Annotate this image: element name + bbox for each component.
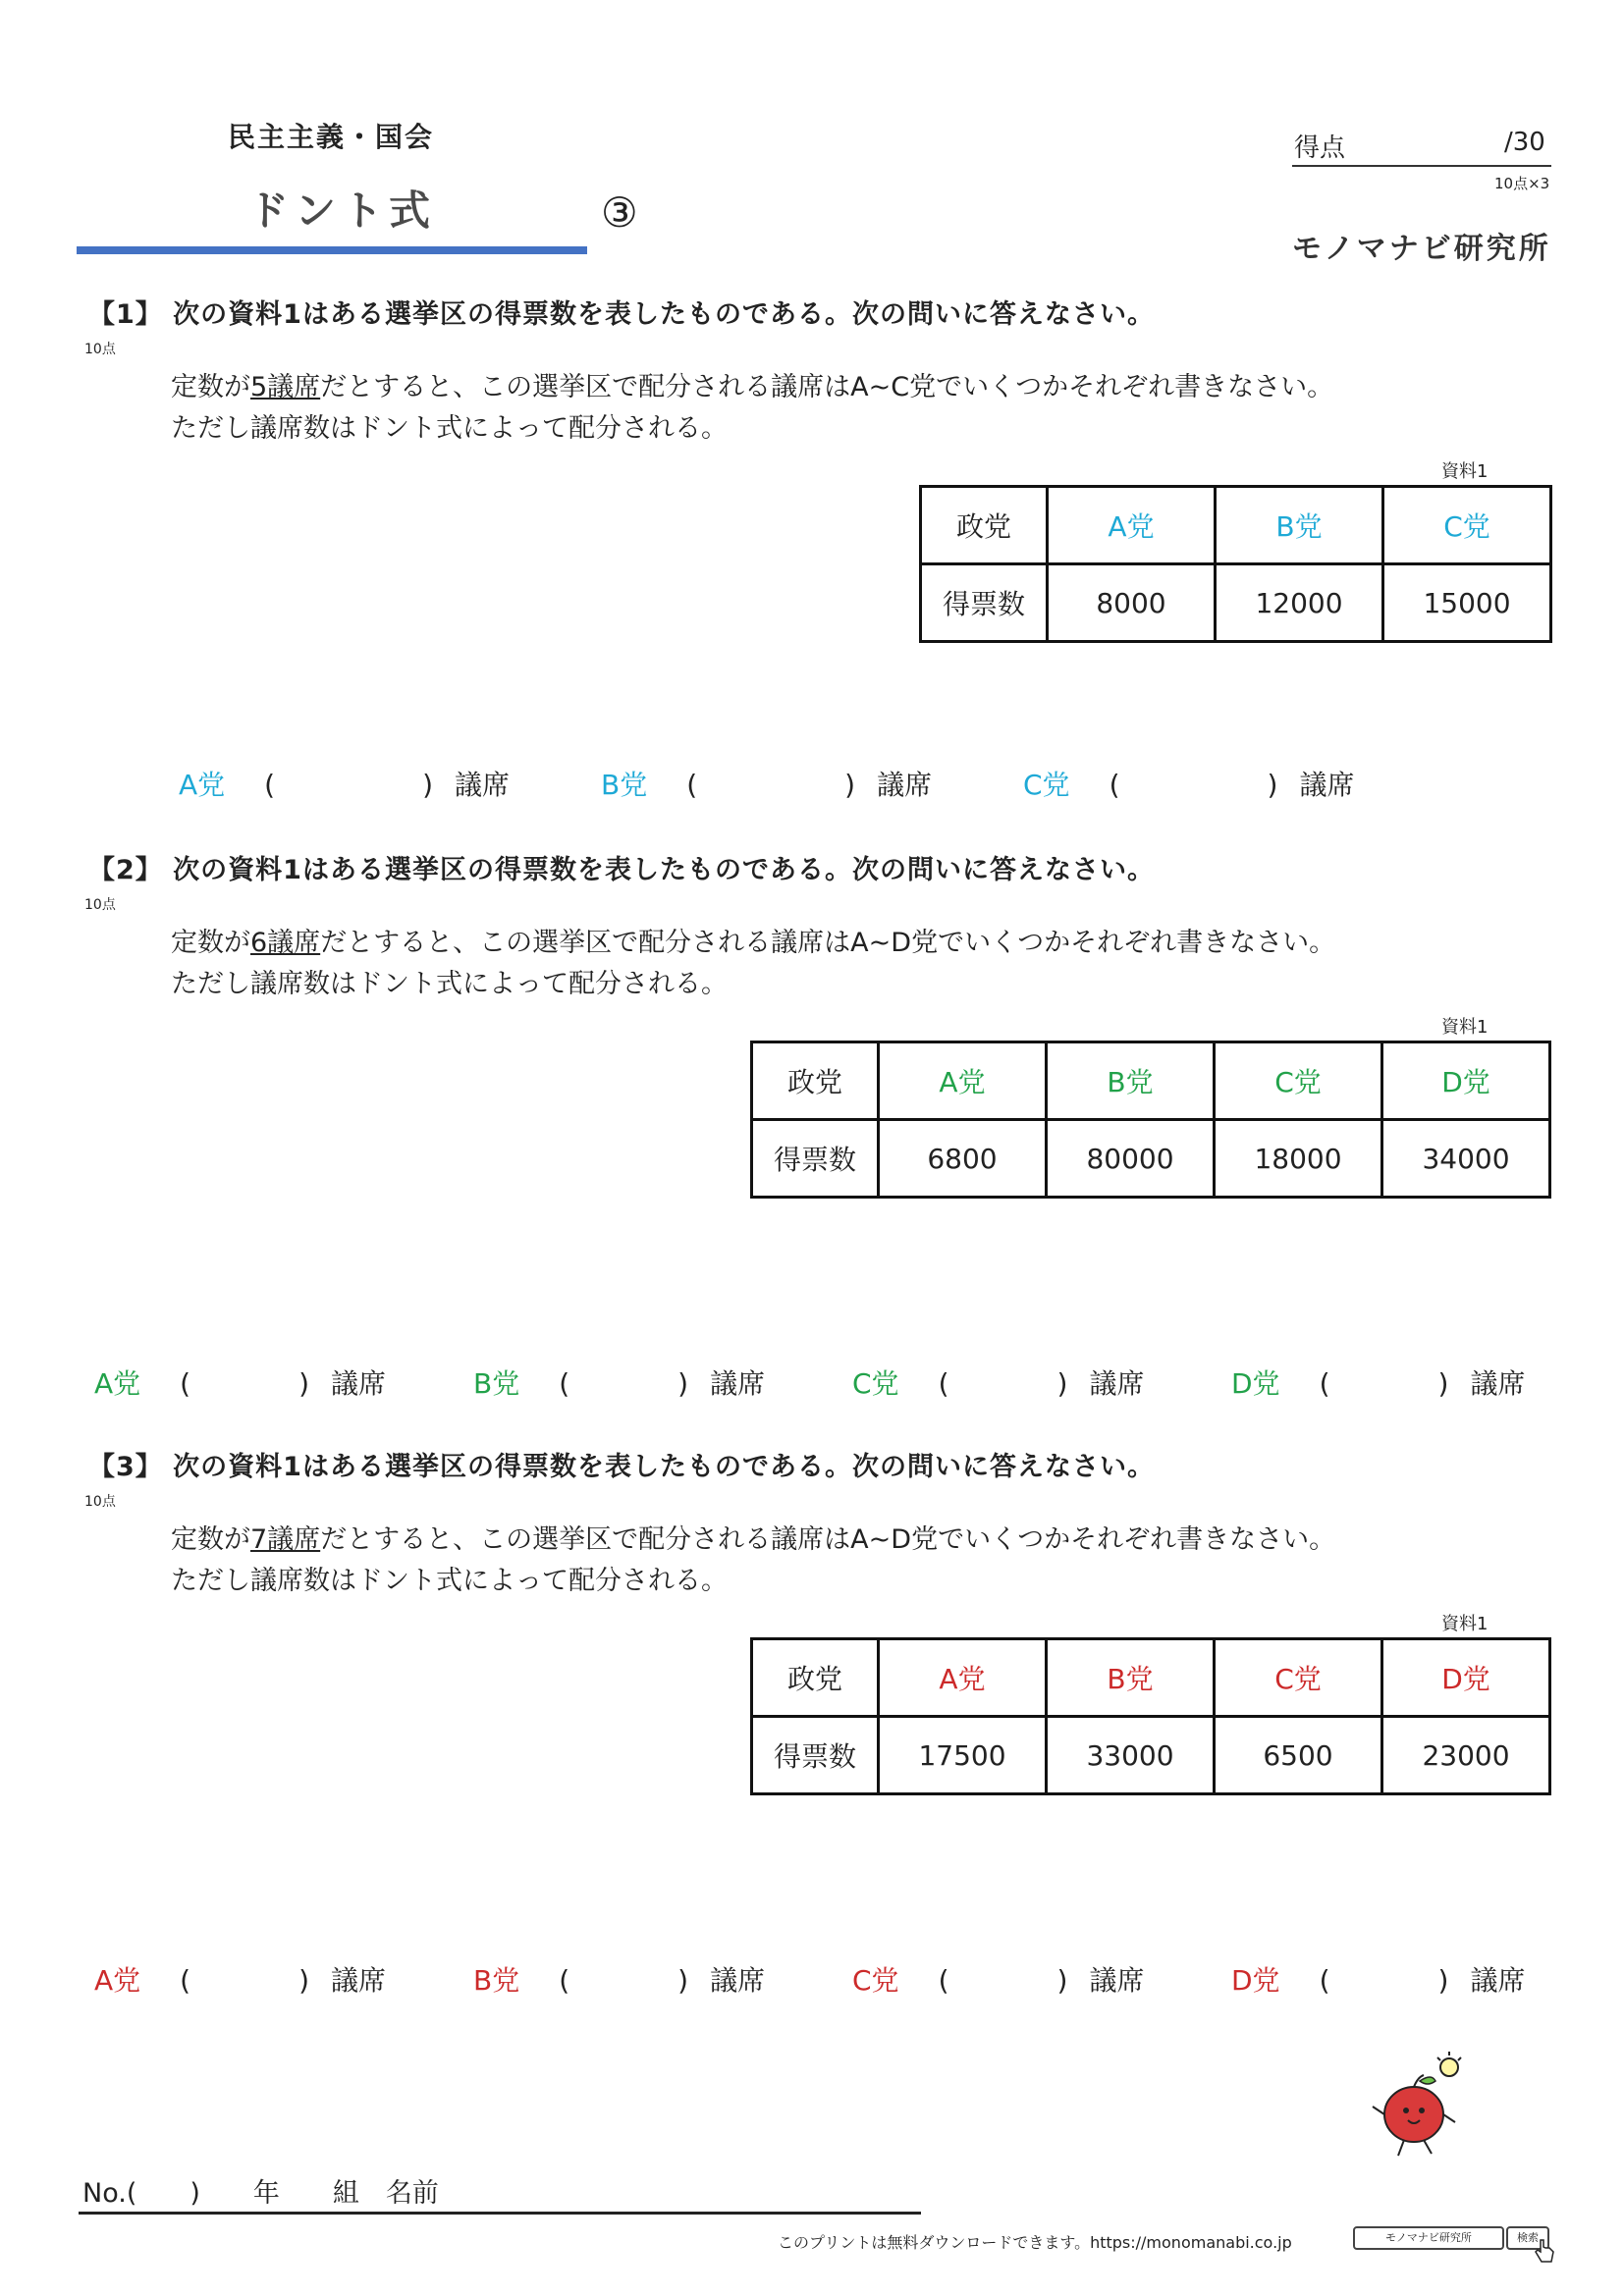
table-header-party: 政党 (921, 487, 1048, 564)
vote-table (750, 1637, 1551, 1795)
seat-count: 6議席 (250, 928, 321, 958)
table-cell: 8000 (1048, 564, 1216, 642)
question-2-instruction: 定数が6議席だとすると、この選挙区で配分される議席はA~D党でいくつかそれぞれ書きなさい。 (171, 928, 1336, 958)
answer-party-label: A党 (94, 1367, 141, 1400)
answer-unit: 議席 (1470, 1367, 1526, 1400)
table-header-party: 政党 (752, 1042, 879, 1120)
score-note: 10点×3 (1494, 175, 1550, 192)
page-title: ドント式 (247, 187, 437, 235)
vote-table (919, 485, 1552, 643)
source-label: 資料1 (1441, 1614, 1489, 1634)
question-3-note: ただし議席数はドント式によって配分される。 (171, 1566, 728, 1596)
subject-label: 民主主義・国会 (228, 121, 435, 153)
answer-party-label: B党 (473, 1367, 520, 1400)
answer-party-label: A党 (94, 1964, 141, 1997)
answer-open-paren: ( (1319, 1964, 1330, 1997)
answer-party-label: A党 (179, 769, 226, 801)
answer-unit: 議席 (1089, 1964, 1145, 1997)
answer-open-paren: ( (1109, 769, 1120, 801)
answer-close-paren: ) (677, 1964, 689, 1997)
answer-close-paren: ) (298, 1964, 310, 1997)
answer-item (852, 1362, 1144, 1402)
student-name-line[interactable]: No.( ) 年 組 名前 (82, 2178, 439, 2209)
table-header-votes: 得票数 (921, 564, 1048, 642)
apple-mascot-icon (1359, 2050, 1477, 2167)
answer-unit: 議席 (710, 1964, 766, 1997)
answer-open-paren: ( (938, 1367, 949, 1400)
answer-open-paren: ( (264, 769, 276, 801)
table-cell: 17500 (879, 1717, 1047, 1794)
answer-item (1231, 1362, 1525, 1402)
answer-item (1023, 764, 1354, 803)
download-note: このプリントは無料ダウンロードできます。https://monomanabi.co.jp (778, 2233, 1292, 2252)
table-cell: 80000 (1047, 1120, 1215, 1198)
source-label: 資料1 (1441, 461, 1489, 482)
answer-open-paren: ( (559, 1367, 570, 1400)
answer-item (473, 1362, 765, 1402)
answer-party-label: C党 (1023, 769, 1070, 801)
answer-party-label: C党 (852, 1367, 899, 1400)
answer-party-label: D党 (1231, 1964, 1280, 1997)
answer-item (179, 764, 510, 803)
answer-unit: 議席 (1089, 1367, 1145, 1400)
answer-open-paren: ( (938, 1964, 949, 1997)
answer-open-paren: ( (180, 1367, 191, 1400)
answer-close-paren: ) (422, 769, 434, 801)
answer-item (473, 1959, 765, 1999)
table-cell: 18000 (1215, 1120, 1382, 1198)
table-header-cell: C党 (1215, 1639, 1382, 1717)
answer-item (1231, 1959, 1525, 1999)
table-header-cell: C党 (1215, 1042, 1382, 1120)
table-cell: 34000 (1382, 1120, 1550, 1198)
answer-item (601, 764, 932, 803)
search-input: モノマナビ研究所 (1353, 2226, 1504, 2250)
seat-count: 7議席 (250, 1524, 321, 1555)
table-header-cell: A党 (1048, 487, 1216, 564)
table-header-votes: 得票数 (752, 1120, 879, 1198)
answer-item (94, 1959, 386, 1999)
title-underline (77, 246, 587, 254)
answer-item (852, 1959, 1144, 1999)
sheet-number: ③ (601, 188, 638, 237)
question-1-heading: 【1】 次の資料1はある選挙区の得票数を表したものである。次の問いに答えなさい。 (88, 299, 1155, 330)
table-cell: 33000 (1047, 1717, 1215, 1794)
question-1-points: 10点 (84, 342, 116, 357)
question-1-instruction: 定数が5議席だとすると、この選挙区で配分される議席はA~C党でいくつかそれぞれ書きなさい。 (171, 372, 1334, 402)
table-cell: 23000 (1382, 1717, 1550, 1794)
table-cell: 6800 (879, 1120, 1047, 1198)
vote-table (750, 1041, 1551, 1199)
answer-unit: 議席 (1299, 769, 1355, 801)
table-header-cell: B党 (1047, 1639, 1215, 1717)
answer-close-paren: ) (1267, 769, 1278, 801)
question-3-instruction: 定数が7議席だとすると、この選挙区で配分される議席はA~D党でいくつかそれぞれ書きなさい。 (171, 1524, 1336, 1555)
seat-count: 5議席 (250, 372, 321, 402)
search-button: 検索 (1506, 2226, 1549, 2250)
answer-unit: 議席 (331, 1964, 387, 1997)
answer-open-paren: ( (559, 1964, 570, 1997)
answer-close-paren: ) (1056, 1367, 1068, 1400)
answer-item (94, 1362, 386, 1402)
score-label: 得点 (1294, 133, 1346, 163)
answer-close-paren: ) (1437, 1964, 1449, 1997)
table-header-party: 政党 (752, 1639, 879, 1717)
answer-unit: 議席 (331, 1367, 387, 1400)
question-2-note: ただし議席数はドント式によって配分される。 (171, 969, 728, 999)
answer-unit: 議席 (877, 769, 933, 801)
table-cell: 12000 (1216, 564, 1383, 642)
answer-party-label: B党 (601, 769, 648, 801)
answer-unit: 議席 (710, 1367, 766, 1400)
table-header-cell: A党 (879, 1639, 1047, 1717)
table-header-cell: B党 (1216, 487, 1383, 564)
table-header-cell: A党 (879, 1042, 1047, 1120)
question-3-points: 10点 (84, 1494, 116, 1510)
source-label: 資料1 (1441, 1017, 1489, 1038)
hand-cursor-icon (1534, 2238, 1555, 2264)
table-cell: 15000 (1383, 564, 1551, 642)
question-1-note: ただし議席数はドント式によって配分される。 (171, 413, 728, 444)
question-2-points: 10点 (84, 897, 116, 913)
answer-unit: 議席 (1470, 1964, 1526, 1997)
table-header-cell: D党 (1382, 1639, 1550, 1717)
table-header-cell: D党 (1382, 1042, 1550, 1120)
answer-party-label: B党 (473, 1964, 520, 1997)
answer-open-paren: ( (1319, 1367, 1330, 1400)
question-2-heading: 【2】 次の資料1はある選挙区の得票数を表したものである。次の問いに答えなさい。 (88, 855, 1155, 885)
table-header-cell: C党 (1383, 487, 1551, 564)
brand-logo: モノマナビ研究所 (1292, 232, 1551, 266)
answer-party-label: D党 (1231, 1367, 1280, 1400)
table-header-cell: B党 (1047, 1042, 1215, 1120)
question-3-heading: 【3】 次の資料1はある選挙区の得票数を表したものである。次の問いに答えなさい。 (88, 1452, 1155, 1482)
answer-close-paren: ) (1437, 1367, 1449, 1400)
footer-divider (79, 2212, 921, 2215)
answer-unit: 議席 (455, 769, 511, 801)
answer-open-paren: ( (180, 1964, 191, 1997)
answer-close-paren: ) (677, 1367, 689, 1400)
answer-close-paren: ) (1056, 1964, 1068, 1997)
table-header-votes: 得票数 (752, 1717, 879, 1794)
answer-close-paren: ) (298, 1367, 310, 1400)
answer-close-paren: ) (844, 769, 856, 801)
answer-party-label: C党 (852, 1964, 899, 1997)
answer-open-paren: ( (686, 769, 698, 801)
table-cell: 6500 (1215, 1717, 1382, 1794)
score-total: /30 (1504, 128, 1545, 157)
